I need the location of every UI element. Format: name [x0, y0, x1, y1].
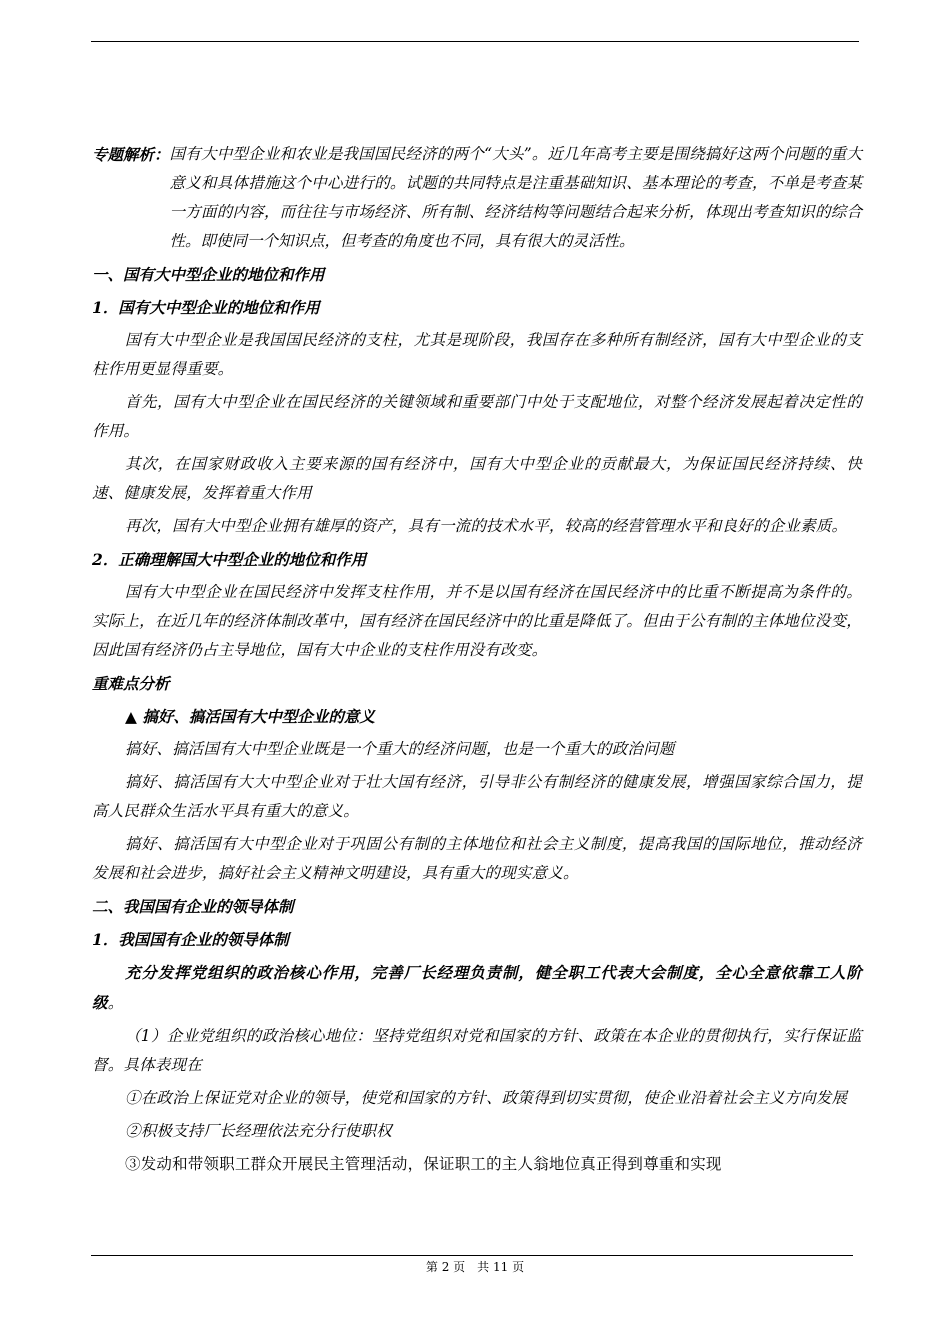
paragraph: 搞好、搞活国有大中型企业既是一个重大的经济问题，也是一个重大的政治问题: [125, 740, 675, 758]
analysis-heading: 重难点分析: [92, 674, 170, 693]
topic-intro: [92, 140, 862, 256]
analysis-subheading: ▲ 搞好、搞活国有大中型企业的意义: [125, 707, 375, 726]
paragraph: 搞好、搞活国有大中型企业对于巩固公有制的主体地位和社会主义制度，提高我国的国际地位，推动经济发展和社会进步，搞好社会主义精神文明建设，具有重大的现实意义。: [92, 835, 862, 882]
section-1-1-heading: 1．国有大中型企业的地位和作用: [92, 298, 320, 317]
paragraph: 国有大中型企业是我国国民经济的支柱，尤其是现阶段，我国存在多种所有制经济，国有大中型企业的支柱作用更显得重要。: [92, 331, 862, 378]
key-statement: [92, 958, 862, 1018]
paragraph: 首先，国有大中型企业在国民经济的关键领域和重要部门中处于支配地位，对整个经济发展起着决定性的作用。: [92, 393, 862, 440]
key-statement-bold: 充分发挥党组织的政治核心作用，完善厂长经理负责制，健全职工代表大会制度，全心全意依靠工人阶级: [92, 963, 862, 1012]
header-rule: [91, 41, 859, 42]
paragraph: （1）企业党组织的政治核心地位：坚持党组织对党和国家的方针、政策在本企业的贯彻执行，实行保证监督。具体表现在: [92, 1027, 862, 1074]
list-item: ③发动和带领职工群众开展民主管理活动，保证职工的主人翁地位真正得到尊重和实现: [125, 1155, 722, 1173]
list-item: ②积极支持厂长经理依法充分行使职权: [125, 1122, 392, 1140]
document-body: [92, 140, 862, 1183]
intro-label: 专题解析：: [92, 145, 170, 164]
paragraph: 搞好、搞活国有大大中型企业对于壮大国有经济，引导非公有制经济的健康发展，增强国家综合国力，提高人民群众生活水平具有重大的意义。: [92, 773, 862, 820]
paragraph: 其次，在国家财政收入主要来源的国有经济中，国有大中型企业的贡献最大，为保证国民经济持续、快速、健康发展，发挥着重大作用: [92, 455, 862, 502]
key-statement-end: 。: [107, 994, 124, 1012]
intro-text: 国有大中型企业和农业是我国国民经济的两个“大头”。近几年高考主要是围绕搞好这两个问题的重大意义和具体措施这个中心进行的。试题的共同特点是注重基础知识、基本理论的考查，不单是考查某一方面的内容，而往往与市场经济、所有制、经济结构等问题结合起来分析，体现出考查知识的综合性。即使同一个知识点，但考查的角度也不同，具有很大的灵活性。: [169, 145, 862, 250]
footer-rule: [91, 1255, 853, 1256]
paragraph: 再次，国有大中型企业拥有雄厚的资产，具有一流的技术水平，较高的经营管理水平和良好的企业素质。: [125, 517, 848, 535]
paragraph: 国有大中型企业在国民经济中发挥支柱作用，并不是以国有经济在国民经济中的比重不断提高为条件的。实际上，在近几年的经济体制改革中，国有经济在国民经济中的比重是降低了。但由于公有制的主体地位没变，因此国有经济仍占主导地位，国有大中企业的支柱作用没有改变。: [92, 583, 862, 659]
list-item: ①在政治上保证党对企业的领导，使党和国家的方针、政策得到切实贯彻，使企业沿着社会主义方向发展: [125, 1089, 848, 1107]
section-2-heading: 二、我国国有企业的领导体制: [92, 897, 294, 916]
section-2-1-heading: 1．我国国有企业的领导体制: [92, 930, 289, 949]
page-number: 第 2 页 共 11 页: [425, 1260, 525, 1274]
section-1-2-heading: 2．正确理解国大中型企业的地位和作用: [92, 550, 367, 569]
section-1-heading: 一、国有大中型企业的地位和作用: [92, 265, 325, 284]
